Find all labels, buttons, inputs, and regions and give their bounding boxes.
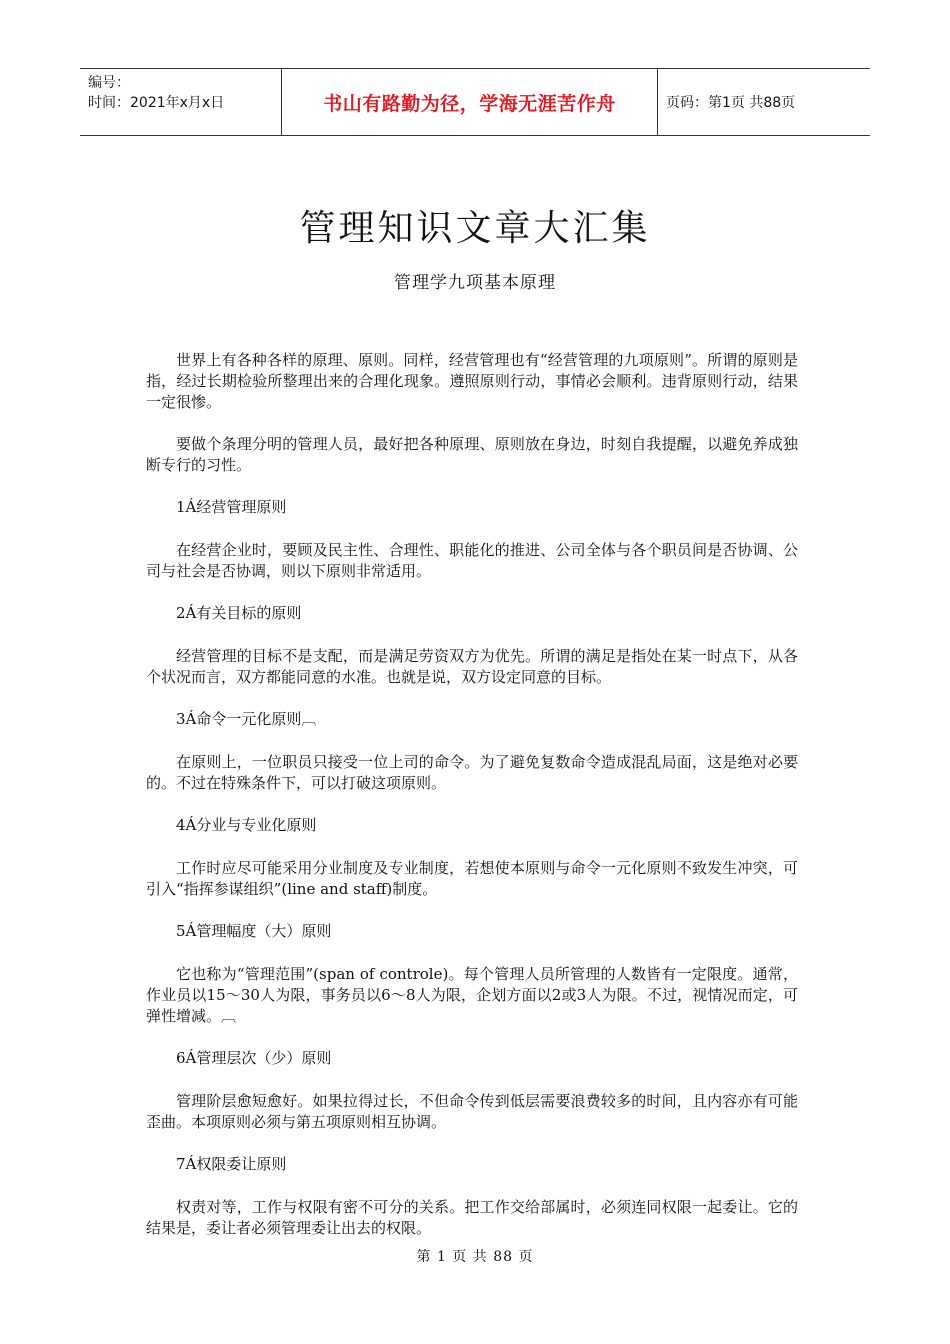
paragraph: 经营管理的目标不是支配，而是满足劳资双方为优先。所谓的满足是指处在某一时点下，从各个状况而言，双方都能同意的水准。也就是说，双方设定同意的目标。 [146,647,798,686]
paragraph: 要做个条理分明的管理人员，最好把各种原理、原则放在身边，时刻自我提醒，以避免养成独断专行的习性。 [146,435,798,474]
document-body [146,350,798,1239]
header-meta [80,69,282,135]
document-title: 管理知识文章大汇集 [299,208,651,249]
section-heading: 4Á分业与专业化原则 [176,816,317,834]
header-motto: 书山有路勤为径，学海无涯苦作舟 [282,69,658,135]
number-label: 编号： [88,75,130,91]
paragraph: 世界上有各种各样的原理、原则。同样，经营管理也有“经营管理的九项原则”。所谓的原则是指，经过长期检验所整理出来的合理化现象。遵照原则行动，事情必会顺利。违背原则行动，结果一定很惨。 [146,351,798,411]
paragraph: 在原则上，一位职员只接受一位上司的命令。为了避免复数命令造成混乱局面，这是绝对必要的。不过在特殊条件下，可以打破这项原则。 [146,753,798,792]
page-header [80,68,870,136]
section-heading: 6Á管理层次（少）原则 [176,1049,332,1067]
section-heading: 5Á管理幅度（大）原则 [176,922,332,940]
section-heading: 1Á经营管理原则 [176,498,287,516]
document-subtitle: 管理学九项基本原理 [394,273,556,293]
paragraph: 它也称为“管理范围”(span of controle)。每个管理人员所管理的人数皆有一定限度。通常，作业员以15～30人为限，事务员以6～8人为限，企划方面以2或3人为限。不过，视情况而定，可弹性增减。︹ [146,965,798,1025]
page-footer: 第 1 页 共 88 页 [416,1249,534,1265]
paragraph: 管理阶层愈短愈好。如果拉得过长，不但命令传到低层需要浪费较多的时间，且内容亦有可能歪曲。本项原则必须与第五项原则相互协调。 [146,1092,798,1131]
paragraph: 在经营企业时，要顾及民主性、合理性、职能化的推进、公司全体与各个职员间是否协调、公司与社会是否协调，则以下原则非常适用。 [146,541,798,580]
date-label: 时间：2021年x月x日 [88,95,225,111]
paragraph: 权责对等，工作与权限有密不可分的关系。把工作交给部属时，必须连同权限一起委让。它的结果是，委让者必须管理委让出去的权限。 [146,1198,798,1237]
paragraph: 工作时应尽可能采用分业制度及专业制度，若想使本原则与命令一元化原则不致发生冲突，可引入“指挥参谋组织”(line and staff)制度。 [146,859,798,898]
section-heading: 7Á权限委让原则 [176,1155,287,1173]
header-page-code: 页码：第1页 共88页 [666,95,796,111]
section-heading: 2Á有关目标的原则 [176,604,302,622]
section-heading: 3Á命令一元化原则︹ [176,710,317,728]
